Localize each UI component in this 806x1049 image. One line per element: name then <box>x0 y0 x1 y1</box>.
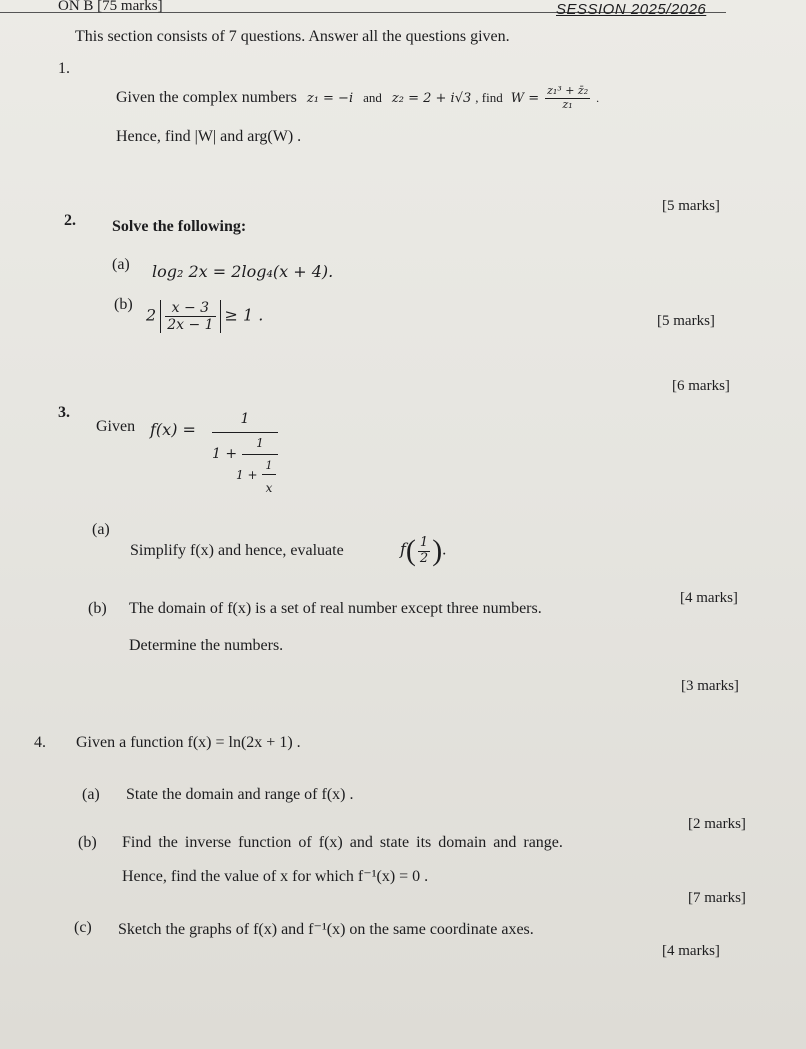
q1-line1: Given the complex numbers z₁ = −i and z₂ = 2 + i√3 , find W = $\frac{\text{z₁³ + z̄₂}}{\text{z₁}}$ . <box>116 84 600 111</box>
section-marks-header: ON B [75 marks] <box>58 0 163 14</box>
q3-one-plus-inner: 1 + <box>236 468 258 482</box>
q3-middle-numerator: 1 <box>256 436 264 450</box>
q3-outer-numerator: 1 <box>240 411 250 427</box>
q4-stem: Given a function f(x) = ln(2x + 1) . <box>76 734 301 751</box>
q4-marks-a: [2 marks] <box>688 816 746 832</box>
q3b-label: (b) <box>88 600 107 617</box>
q3b-text2: Determine the numbers. <box>129 637 284 654</box>
q3-number: 3. <box>58 404 70 421</box>
q1-z2: z₂ = 2 + i√3 <box>391 90 472 106</box>
q3a-f: f <box>400 539 406 559</box>
q2b-relation: ≥ 1 . <box>224 305 264 325</box>
q3-outer-bar <box>212 432 278 433</box>
q3-marks-b: [3 marks] <box>681 678 739 694</box>
q1-line2: Hence, find |W| and arg(W) . <box>116 128 302 145</box>
q2b-absolute-value <box>160 300 220 333</box>
q4-marks-c: [4 marks] <box>662 943 720 959</box>
q1-marks: [5 marks] <box>662 198 720 214</box>
q1-z1: z₁ = −i <box>306 90 354 106</box>
q2a-expression: log₂ 2x = 2log₄(x + 4). <box>152 262 334 281</box>
q1-find: , find <box>475 89 503 105</box>
q3a-half-fraction <box>418 536 430 567</box>
q2b-denominator: 2x − 1 <box>167 317 214 334</box>
q1-w-fraction <box>545 85 590 111</box>
q2-marks-a: [5 marks] <box>657 313 715 329</box>
q4a-label: (a) <box>82 786 100 803</box>
q3a-half-numerator: 1 <box>419 534 429 550</box>
q3-given: Given <box>96 418 136 435</box>
session-label: SESSION 2025/2026 <box>556 1 707 18</box>
q3a-period: . <box>442 541 447 559</box>
q3-inner-bar <box>262 474 276 475</box>
q2a-label: (a) <box>112 256 130 273</box>
q3-one-plus-outer: 1 + <box>212 446 238 462</box>
q1-w-numerator: z₁³ + z̄₂ <box>547 84 589 97</box>
q4c-label: (c) <box>74 919 92 936</box>
q1-prefix: Given the complex numbers <box>116 88 297 106</box>
q4a-text: State the domain and range of f(x) . <box>126 786 354 803</box>
q3-inner-denominator: x <box>265 481 273 495</box>
q4b-text2: Hence, find the value of x for which f⁻¹(x) = 0 . <box>122 868 429 885</box>
q1-and: and <box>363 89 382 105</box>
q2b-numerator: x − 3 <box>165 300 215 317</box>
q3-inner-numerator: 1 <box>265 459 273 472</box>
q2b-expression <box>146 300 263 333</box>
q2b-fraction <box>165 300 215 333</box>
q4c-text: Sketch the graphs of f(x) and f⁻¹(x) on the same coordinate axes. <box>118 921 534 938</box>
q4-number: 4. <box>34 734 46 751</box>
q2-marks-b: [6 marks] <box>672 378 730 394</box>
q3a-f-half: f( $\frac{1}{2}$ ). <box>400 534 447 567</box>
q1-w-label: W = <box>510 90 540 106</box>
q1-number: 1. <box>58 60 70 77</box>
q3a-label: (a) <box>92 521 110 538</box>
q4b-text: Find the inverse function of f(x) and state its domain and range. <box>122 834 563 851</box>
q2b-coefficient: 2 <box>146 305 157 325</box>
q3-f-lhs: f(x) = <box>150 420 196 439</box>
q4b-label: (b) <box>78 834 97 851</box>
q2-stem: Solve the following: <box>112 218 247 235</box>
section-intro: This section consists of 7 questions. Answer all the questions given. <box>75 28 510 45</box>
q3b-text: The domain of f(x) is a set of real number except three numbers. <box>129 600 542 617</box>
q4-marks-b: [7 marks] <box>688 890 746 906</box>
q3-middle-bar <box>242 454 278 455</box>
q1-w-denominator: z₁ <box>562 97 573 111</box>
q3a-text: Simplify f(x) and hence, evaluate <box>130 542 344 559</box>
q2b-label: (b) <box>114 296 133 313</box>
q3a-half-denominator: 2 <box>419 550 429 566</box>
q3-marks-a: [4 marks] <box>680 590 738 606</box>
q2-number: 2. <box>64 212 76 229</box>
